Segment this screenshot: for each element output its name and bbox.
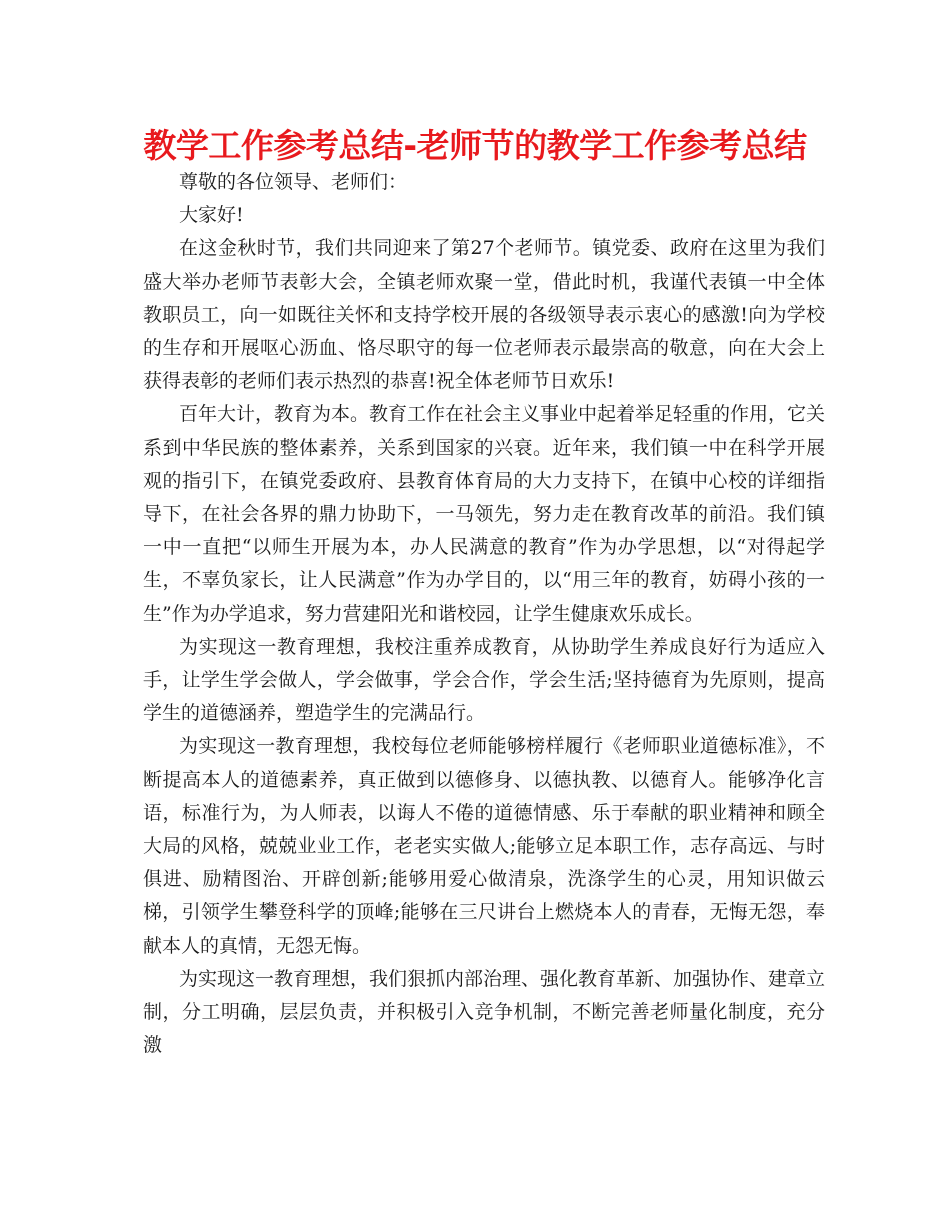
paragraph: 在这金秋时节，我们共同迎来了第27个老师节。镇党委、政府在这里为我们盛大举办老师节表彰大会，全镇老师欢聚一堂，借此时机，我谨代表镇一中全体教职员工，向一如既往关怀和支持学校开展的各级领导表示衷心的感激!向为学校的生存和开展呕心沥血、恪尽职守的每一位老师表示最崇高的敬意，向在大会上获得表彰的老师们表示热烈的恭喜!祝全体老师节日欢乐! <box>143 237 825 393</box>
paragraph-greeting: 大家好! <box>179 204 244 227</box>
paragraph: 百年大计，教育为本。教育工作在社会主义事业中起着举足轻重的作用，它关系到中华民族的整体素养，关系到国家的兴衰。近年来，我们镇一中在科学开展观的指引下，在镇党委政府、县教育体育局的大力支持下，在镇中心校的详细指导下，在社会各界的鼎力协助下，一马领先，努力走在教育改革的前沿。我们镇一中一直把“以师生开展为本，办人民满意的教育”作为办学思想，以“对得起学生，不辜负家长，让人民满意”作为办学目的，以“用三年的教育，妨碍小孩的一生”作为办学追求，努力营建阳光和谐校园，让学生健康欢乐成长。 <box>143 403 826 625</box>
paragraph-salutation: 尊敬的各位领导、老师们： <box>179 171 408 193</box>
document-title: 教学工作参考总结-老师节的教学工作参考总结 <box>143 126 807 165</box>
paragraph: 为实现这一教育理想，我校注重养成教育，从协助学生养成良好行为适应入手，让学生学会做人，学会做事，学会合作，学会生活;坚持德育为先原则，提高学生的道德涵养，塑造学生的完满品行。 <box>143 635 825 725</box>
document-body <box>143 166 825 1062</box>
paragraph: 为实现这一教育理想，我校每位老师能够榜样履行《老师职业道德标准》，不断提高本人的道德素养，真正做到以德修身、以德执教、以德育人。能够净化言语，标准行为，为人师表，以诲人不倦的道德情感、乐于奉献的职业精神和顾全大局的风格，兢兢业业工作，老老实实做人;能够立足本职工作，志存高远、与时俱进、励精图治、开辟创新;能够用爱心做清泉，洗涤学生的心灵，用知识做云梯，引领学生攀登科学的顶峰;能够在三尺讲台上燃烧本人的青春，无悔无怨，奉献本人的真情，无怨无悔。 <box>143 735 825 957</box>
paragraph: 为实现这一教育理想，我们狠抓内部治理、强化教育革新、加强协作、建章立制，分工明确，层层负责，并积极引入竞争机制，不断完善老师量化制度，充分激 <box>143 967 826 1057</box>
